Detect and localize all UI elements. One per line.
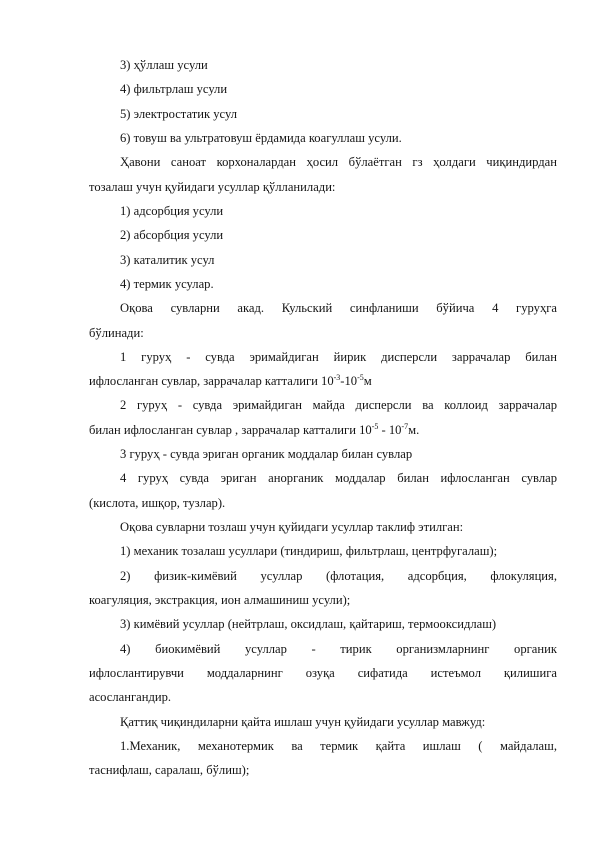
superscript: -7 [401, 422, 409, 431]
list-item: 4) биокимёвий усуллар - тирик организмларнинг органик [120, 642, 557, 656]
text-run: м. [408, 423, 420, 437]
text-run: м [363, 374, 372, 388]
paragraph-line: 1 гуруҳ - сувда эримайдиган йирик дисперсли заррачалар билан [120, 350, 557, 364]
list-item: 3) ҳўллаш усули [120, 58, 208, 72]
superscript: -5 [371, 422, 379, 431]
paragraph-line: коагуляция, экстракция, ион алмашиниш усули); [89, 593, 351, 607]
superscript: -5 [357, 373, 364, 382]
list-item: 4) термик усулар. [120, 277, 214, 291]
paragraph-line [89, 371, 557, 392]
list-item: 2) абсорбция усули [120, 228, 224, 242]
paragraph-line: Оқова сувларни тозлаш учун қуйидаги усуллар таклиф этилган: [120, 520, 464, 534]
paragraph-line [89, 420, 557, 441]
paragraph-line: ифлослантирувчи моддаларнинг озуқа сифатида истеъмол қилишига [89, 666, 557, 680]
list-item: 4) фильтрлаш усули [120, 82, 228, 96]
paragraph-line: бўлинади: [89, 326, 144, 340]
list-item: 3) каталитик усул [120, 253, 215, 267]
text-run: ифлосланган сувлар, заррачалар катталиги 10 [89, 374, 334, 388]
paragraph-line: Оқова сувларни акад. Кульский синфланиши бўйича 4 гуруҳга [120, 301, 557, 315]
text-run: билан ифлосланган сувлар , заррачалар катталиги 10 [89, 423, 372, 437]
paragraph-line: 2 гуруҳ - сувда эримайдиган майда дисперсли ва коллоид заррачалар [120, 398, 557, 412]
paragraph-line: 4 гуруҳ сувда эриган анорганик моддалар билан ифлосланган сувлар [120, 471, 557, 485]
list-item: 1.Механик, механотермик ва термик қайта ишлаш ( майдалаш, [120, 739, 557, 753]
superscript: -3 [333, 373, 341, 382]
paragraph-line: таснифлаш, саралаш, бўлиш); [89, 763, 250, 777]
paragraph-line: асослангандир. [89, 690, 172, 704]
list-item: 2) физик-кимёвий усуллар (флотация, адсорбция, флокуляция, [120, 569, 557, 583]
paragraph-line: Қаттиқ чиқиндиларни қайта ишлаш учун қуйидаги усуллар мавжуд: [120, 715, 486, 729]
text-run: -10 [340, 374, 358, 388]
list-item: 6) товуш ва ультратовуш ёрдамида коагуллаш усули. [120, 131, 402, 145]
paragraph-line: тозалаш учун қуйидаги усуллар қўлланилади: [89, 180, 336, 194]
text-run: - 10 [378, 423, 402, 437]
list-item: 1) адсорбция усули [120, 204, 224, 218]
paragraph-line: (кислота, ишқор, тузлар). [89, 496, 226, 510]
list-item: 1) механик тозалаш усуллари (тиндириш, фильтрлаш, центрфугалаш); [120, 544, 498, 558]
list-item: 5) электростатик усул [120, 107, 237, 121]
paragraph-line: 3 гуруҳ - сувда эриган органик моддалар билан сувлар [120, 447, 413, 461]
list-item: 3) кимёвий усуллар (нейтрлаш, оксидлаш, қайтариш, термооксидлаш) [120, 617, 497, 631]
paragraph-line: Ҳавони саноат корхоналардан ҳосил бўлаётган гз ҳолдаги чиқиндирдан [120, 155, 557, 169]
